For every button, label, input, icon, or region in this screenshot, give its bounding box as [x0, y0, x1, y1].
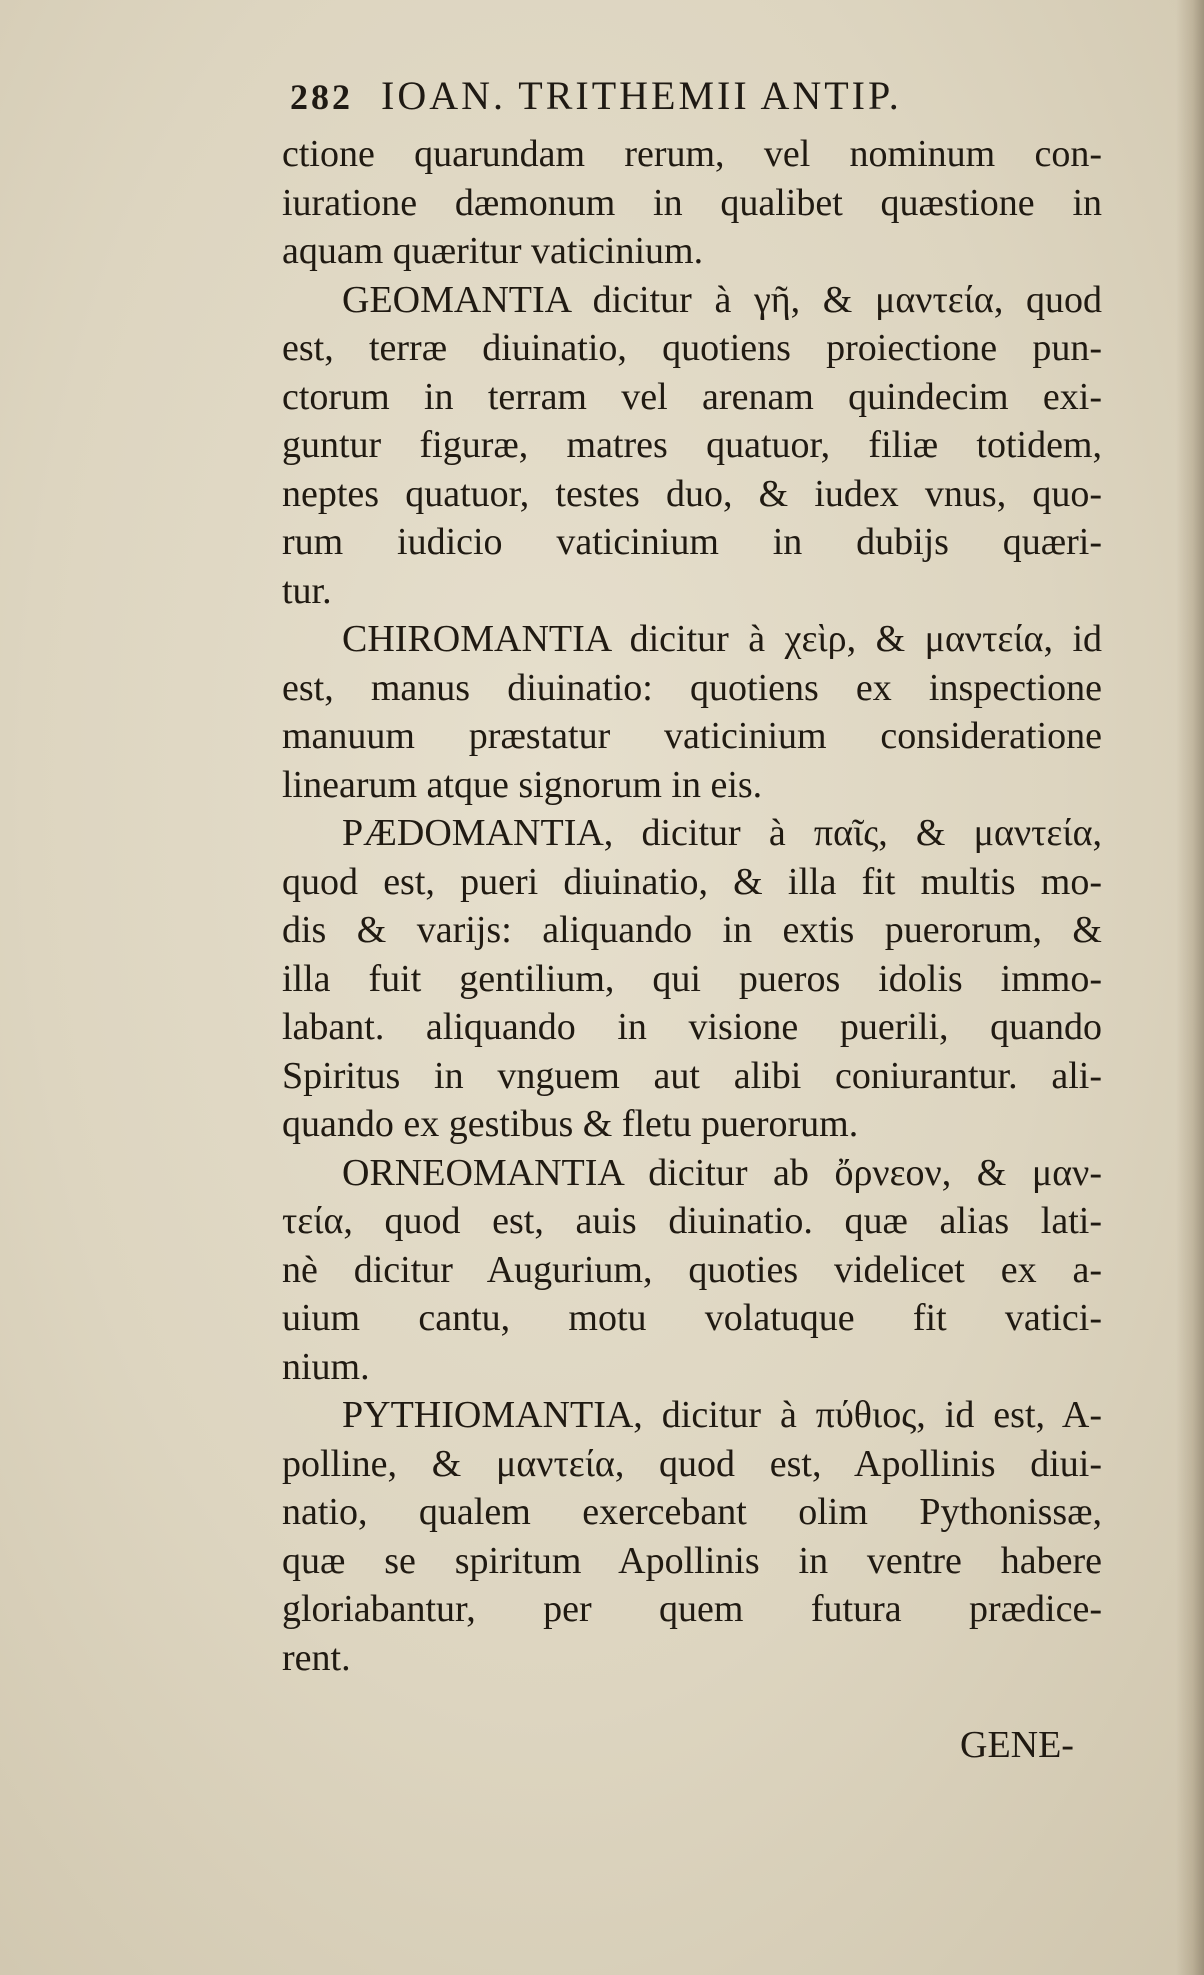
- running-head: [290, 72, 1050, 122]
- text-line: rum iudicio vaticinium in dubijs quæri-: [282, 521, 1102, 563]
- text-line: τεία, quod est, auis diuinatio. quæ alias lati-: [282, 1200, 1102, 1242]
- text-line: Spiritus in vnguem aut alibi coniurantur. ali-: [282, 1054, 1102, 1097]
- text-line: iuratione dæmonum in qualibet quæstione in: [282, 181, 1102, 224]
- entry-heading-line-paedomantia: PÆDOMANTIA, dicitur à παῖς, & μαντεία,: [342, 812, 1102, 854]
- running-title: IOAN. TRITHEMII ANTIP.: [381, 73, 902, 118]
- text-line: polline, & μαντεία, quod est, Apollinis diui-: [282, 1442, 1102, 1485]
- entry-heading-line-pythiomantia: PYTHIOMANTIA, dicitur à πύθιος, id est, A-: [342, 1394, 1102, 1436]
- text-line: linearum atque signorum in eis.: [282, 763, 763, 806]
- text-line: natio, qualem exercebant olim Pythonissæ,: [282, 1491, 1102, 1533]
- entry-heading-line-geomantia: GEOMANTIA dicitur à γῆ, & μαντεία, quod: [342, 278, 1102, 321]
- text-line: guntur figuræ, matres quatuor, filiæ totidem,: [282, 424, 1102, 466]
- text-line: est, manus diuinatio: quotiens ex inspectione: [282, 666, 1102, 709]
- text-line: quæ se spiritum Apollinis in ventre habere: [282, 1539, 1102, 1582]
- text-line: gloriabantur, per quem futura prædice-: [282, 1588, 1102, 1630]
- page-number: 282: [290, 77, 353, 117]
- text-line: est, terræ diuinatio, quotiens proiectione pun-: [282, 327, 1102, 369]
- text-line: nè dicitur Augurium, quoties videlicet ex a-: [282, 1248, 1102, 1291]
- entry-heading-line-chiromantia: CHIROMANTIA dicitur à χεὶρ, & μαντεία, id: [342, 618, 1102, 660]
- text-line: ctorum in terram vel arenam quindecim exi-: [282, 375, 1102, 418]
- text-line: nium.: [282, 1345, 370, 1388]
- text-line: rent.: [282, 1636, 351, 1679]
- text-line: ctione quarundam rerum, vel nominum con-: [282, 133, 1102, 175]
- catchword: GENE-: [960, 1724, 1074, 1766]
- page-edge-shadow: [1176, 0, 1204, 1975]
- text-line: quando ex gestibus & fletu puerorum.: [282, 1103, 859, 1145]
- entry-heading-line-orneomantia: ORNEOMANTIA dicitur ab ὄρνεον, & μαν-: [342, 1151, 1102, 1194]
- text-line: aquam quæritur vaticinium.: [282, 230, 704, 272]
- text-line: uium cantu, motu volatuque fit vatici-: [282, 1297, 1102, 1339]
- text-line: tur.: [282, 569, 332, 612]
- body-text: [282, 130, 1102, 1682]
- text-line: dis & varijs: aliquando in extis puerorum, &: [282, 909, 1102, 951]
- text-line: quod est, pueri diuinatio, & illa fit multis mo-: [282, 860, 1102, 903]
- text-line: manuum præstatur vaticinium consideratione: [282, 715, 1102, 757]
- text-line: neptes quatuor, testes duo, & iudex vnus, quo-: [282, 472, 1102, 515]
- text-line: illa fuit gentilium, qui pueros idolis immo-: [282, 957, 1102, 1000]
- text-line: labant. aliquando in visione puerili, quando: [282, 1006, 1102, 1048]
